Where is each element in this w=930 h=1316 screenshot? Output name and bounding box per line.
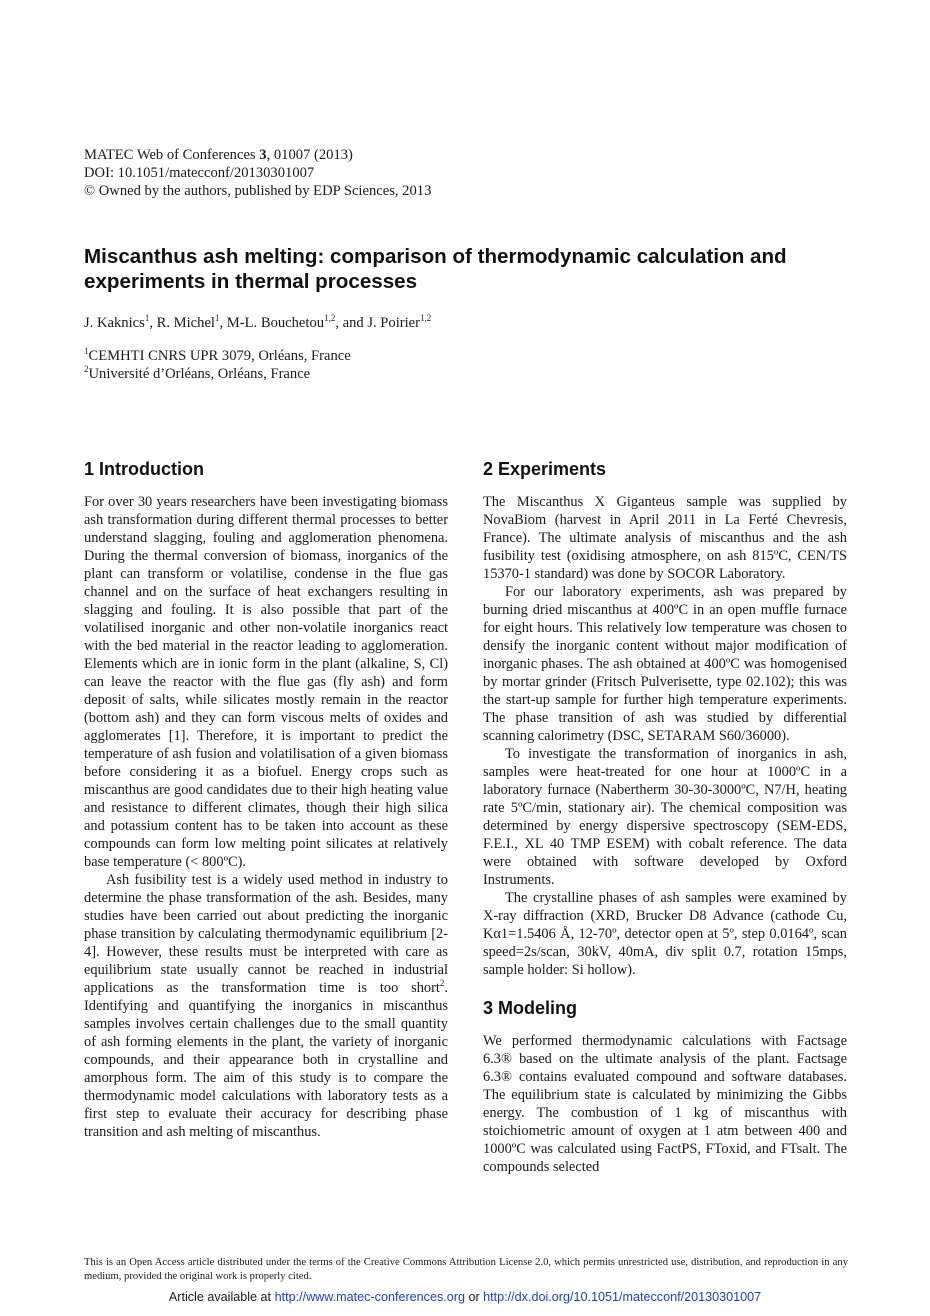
journal-citation: MATEC Web of Conferences 3, 01007 (2013) [84, 147, 353, 163]
affiliation-1: $^1$CEMHTI CNRS UPR 3079, Orléans, France [84, 346, 351, 364]
experiments-paragraph-3: To investigate the transformation of inorganics in ash, samples were heat-treated for one hour at 1000ºC in a laboratory furnace (Nabertherm 30-30-3000ºC, N7/H, heating rate 5ºC/min, stationary air). The chemical composition was determined by energy dispersive spectroscopy (SEM-EDS, F.E.I., XL 40 TMP ESEM) with cobalt reference. The data were obtained with software developed by Oxford Instruments. [483, 746, 847, 888]
journal-site-link[interactable]: http://www.matec-conferences.org [274, 1290, 465, 1304]
journal-volume: 3 [259, 147, 267, 163]
right-column [483, 458, 847, 1176]
experiments-paragraph-2: For our laboratory experiments, ash was prepared by burning dried miscanthus at 400ºC in an open muffle furnace for eight hours. This relatively low temperature was chosen to densify the inorganic content without major modification of inorganic phases. The ash obtained at 400ºC was homogenised by mortar grinder (Fritsch Pulverisette, type 02.102); this was the start-up sample for further high temperature experiments. The phase transition of ash was studied by differential scanning calorimetry (DSC, SETARAM S60/36000). [483, 584, 847, 744]
doi-line: DOI: 10.1051/matecconf/20130301007 [84, 165, 315, 181]
journal-header [84, 146, 431, 200]
author-list: J. Kaknics$^1$, R. Michel$^1$, M-L. Bouchetou$^{1,2}$, and J. Poirier$^{1,2}$ [84, 313, 432, 331]
paper-title: Miscanthus ash melting: comparison of thermodynamic calculation and experiments in thermal processes [84, 245, 787, 293]
section-title-experiments: 2 Experiments [483, 459, 607, 479]
footnote-ref: 2 [439, 978, 445, 989]
affiliation-2: $^2$Université d’Orléans, Orléans, France [84, 364, 311, 382]
license-note: This is an Open Access article distributed under the terms of the Creative Commons Attribution License 2.0, which permits unrestricted use, distribution, and reproduction in any medium, provided the original work is properly cited. [84, 1257, 848, 1282]
intro-paragraph-1: For over 30 years researchers have been investigating biomass ash transformation during different thermal processes to better understand slagging, fouling and agglomeration phenomena. During the thermal conversion of biomass, inorganics of the plant can transform or volatilise, condense in the flue gas channel and on the surface of heat exchangers resulting in slagging and fouling. It is also possible that part of the volatilised inorganic and other non-volatile inorganics react with the bed material in the reactor leading to agglomeration. Elements which are in ionic form in the plant (alkaline, S, Cl) can leave the reactor with the flue gas (fly ash) and form deposit of salts, while silicates mostly remain in the reactor (bottom ash) and they can form viscous melts of oxides and agglomerates [1]. Therefore, it is important to predict the temperature of ash fusion and volatilisation of a given biomass before considering it as a biofuel. Energy crops such as miscanthus are good candidates due to their high heating value and resistance to different climates, though their high silica and potassium content has to be taken into account as these compounds can form low melting point silicates at relatively base temperature (< 800ºC). [84, 494, 448, 870]
section-title-modeling: 3 Modeling [483, 998, 577, 1018]
experiments-paragraph-4: The crystalline phases of ash samples were examined by X-ray diffraction (XRD, Brucker D8 Advance (cathode Cu, Kα1=1.5406 Å, 12-70º, detector open at 5º, step 0.0164º, scan speed=2s/scan, 30kV, 40mA, div split 0.7, rotation 15mps, sample holder: Si hollow). [483, 890, 847, 978]
intro-paragraph-2: Ash fusibility test is a widely used method in industry to determine the phase transformation of the ash. Besides, many studies have been carried out about predicting the inorganic phase transition by calculating thermodynamic equilibrium [2-4]. However, these results must be interpreted with care as equilibrium state usually cannot be reached in industrial applications as the transformation time is too short$^2$. Identifying and quantifying the inorganics in miscanthus samples involves certain challenges due to the small quantity of ash forming elements in the plant, the variety of inorganic compounds, and their appearance both in crystalline and amorphous form. The aim of this study is to compare the thermodynamic model calculations with laboratory tests as a first step to evaluate their accuracy for describing phase transition and ash melting of miscanthus. [84, 872, 448, 1140]
left-column [84, 458, 448, 1141]
affiliations [84, 347, 351, 383]
section-title-introduction: 1 Introduction [84, 459, 204, 479]
doi-link[interactable]: http://dx.doi.org/10.1051/matecconf/20130301007 [483, 1290, 762, 1304]
copyright-line: © Owned by the authors, published by EDP Sciences, 2013 [84, 183, 432, 199]
experiments-paragraph-1: The Miscanthus X Giganteus sample was supplied by NovaBiom (harvest in April 2011 in La Ferté Chevresis, France). The ultimate analysis of miscanthus and the ash fusibility test (oxidising atmosphere, on ash 815ºC, CEN/TS 15370-1 standard) was done by SOCOR Laboratory. [483, 494, 847, 582]
availability-line: Article available at http://www.matec-conferences.org or http://dx.doi.org/10.1051/matecconf/20130301007 [168, 1290, 762, 1304]
modeling-paragraph-1: We performed thermodynamic calculations with Factsage 6.3® based on the ultimate analysis of the plant. Factsage 6.3® contains evaluated compound and software databases. The equilibrium state is calculated by minimizing the Gibbs energy. The combustion of 1 kg of miscanthus with stoichiometric amount of oxygen at 1 atm between 400 and 1000ºC was calculated using FactPS, FToxid, and FTsalt. The compounds selected [483, 1033, 847, 1175]
